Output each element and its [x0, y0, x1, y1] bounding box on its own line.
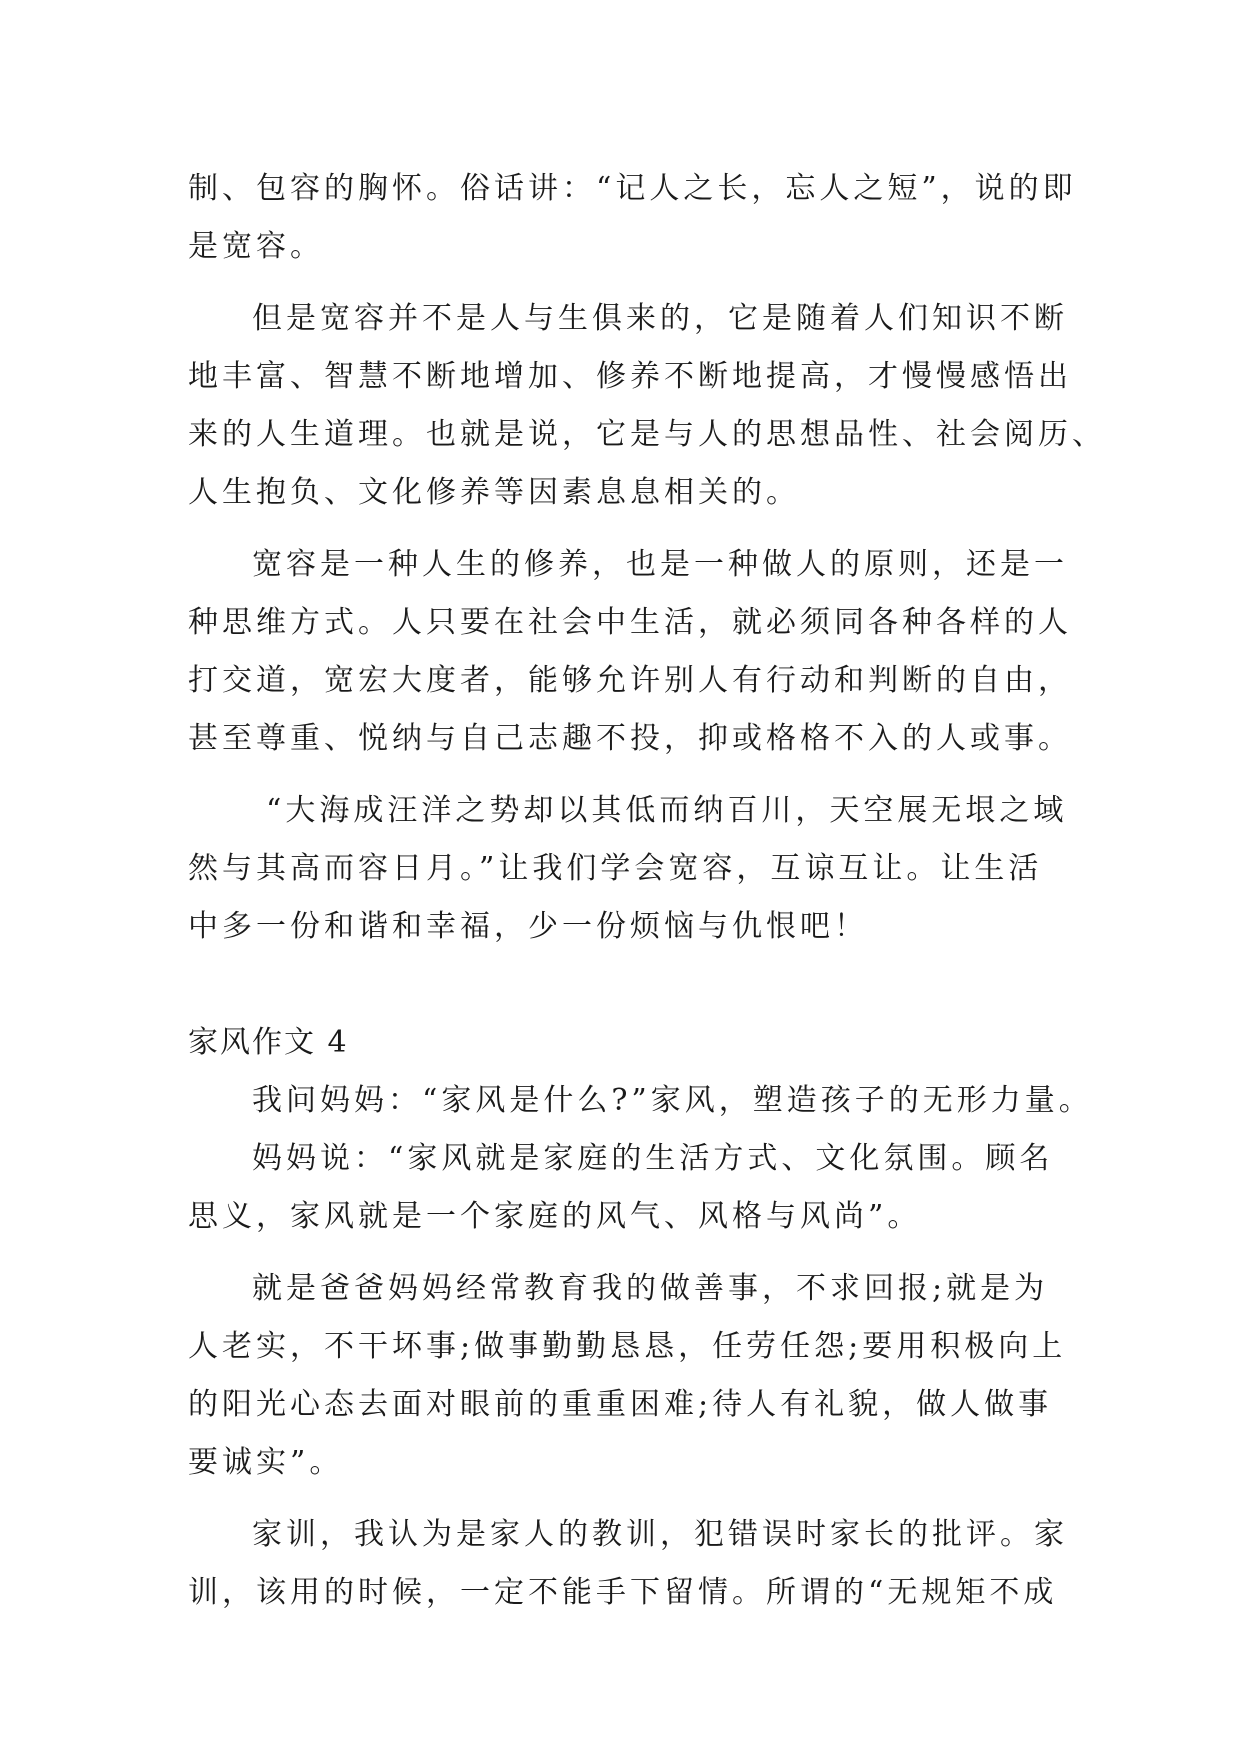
text-line: 然与其高而容日月。”让我们学会宽容，互谅互让。让生活: [188, 851, 1043, 886]
text-line: 制、包容的胸怀。俗话讲：“记人之长，忘人之短”，说的即: [188, 171, 1077, 206]
text-line: 但是宽容并不是人与生俱来的，它是随着人们知识不断: [252, 301, 1068, 336]
text-line: 种思维方式。人只要在社会中生活，就必须同各种各样的人: [188, 605, 1072, 640]
paragraph: [188, 1260, 1070, 1492]
paragraph: [188, 290, 1106, 522]
paragraph: [188, 1072, 1093, 1130]
text-line: 要诚实”。: [188, 1445, 344, 1480]
text-line: 是宽容。: [188, 229, 324, 264]
text-line: 训，该用的时候，一定不能手下留情。所谓的“无规矩不成: [188, 1575, 1058, 1610]
paragraph: [188, 1506, 1070, 1622]
text-line: “大海成汪洋之势却以其低而纳百川，天空展无垠之域: [266, 793, 1068, 828]
section-title: 家风作文 4: [188, 1025, 349, 1060]
text-line: 来的人生道理。也就是说，它是与人的思想品性、社会阅历、: [188, 417, 1106, 452]
text-line: 妈妈说：“家风就是家庭的生活方式、文化氛围。顾名: [252, 1141, 1054, 1176]
text-line: 甚至尊重、悦纳与自己志趣不投，抑或格格不入的人或事。: [188, 721, 1072, 756]
text-line: 就是爸爸妈妈经常教育我的做善事，不求回报;就是为: [252, 1271, 1049, 1306]
text-line: 宽容是一种人生的修养，也是一种做人的原则，还是一: [252, 547, 1068, 582]
text-line: 的阳光心态去面对眼前的重重困难;待人有礼貌，做人做事: [188, 1387, 1053, 1422]
paragraph: [188, 536, 1070, 768]
text-line: 中多一份和谐和幸福，少一份烦恼与仇恨吧！: [188, 909, 868, 944]
text-line: 思义，家风就是一个家庭的风气、风格与风尚”。: [188, 1199, 922, 1234]
text-line: 我问妈妈：“家风是什么?”家风，塑造孩子的无形力量。: [252, 1083, 1093, 1118]
document-page: [188, 160, 1106, 1622]
paragraph: [188, 782, 1070, 956]
paragraph: [188, 160, 1077, 276]
text-line: 人老实，不干坏事;做事勤勤恳恳，任劳任怨;要用积极向上: [188, 1329, 1067, 1364]
text-line: 家训，我认为是家人的教训，犯错误时家长的批评。家: [252, 1517, 1068, 1552]
paragraph: [188, 1130, 1070, 1246]
text-line: 打交道，宽宏大度者，能够允许别人有行动和判断的自由，: [188, 663, 1072, 698]
text-line: 地丰富、智慧不断地增加、修养不断地提高，才慢慢感悟出: [188, 359, 1072, 394]
text-line: 人生抱负、文化修养等因素息息相关的。: [188, 475, 800, 510]
